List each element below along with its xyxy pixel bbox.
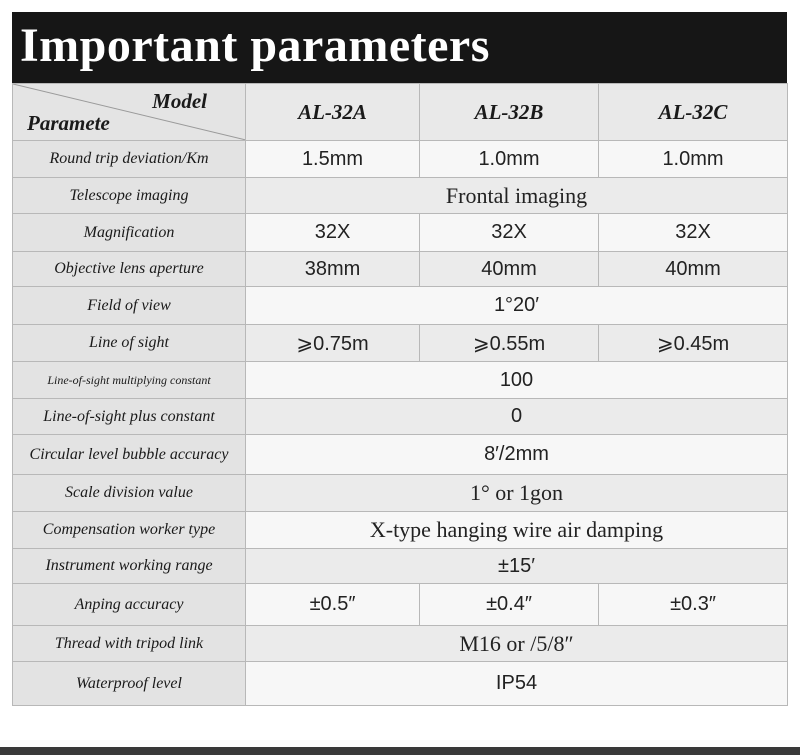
parameter-value: 1.0mm <box>420 141 599 178</box>
table-row <box>13 435 788 475</box>
parameter-value: ⩾0.75m <box>246 325 420 362</box>
model-header: AL-32B <box>420 84 599 141</box>
parameter-value: ⩾0.55m <box>420 325 599 362</box>
parameter-value: 1°20′ <box>246 287 788 325</box>
parameter-value: IP54 <box>246 662 788 706</box>
header-row <box>13 84 788 141</box>
parameter-value: ±0.5″ <box>246 584 420 626</box>
parameter-value: 32X <box>599 214 788 252</box>
parameter-value: 0 <box>246 399 788 435</box>
parameter-label: Waterproof level <box>13 662 246 706</box>
bottom-rule <box>0 747 800 755</box>
table-row <box>13 325 788 362</box>
parameter-label: Scale division value <box>13 475 246 512</box>
parameter-label: Anping accuracy <box>13 584 246 626</box>
page-title: Important parameters <box>20 19 490 72</box>
parameter-label: Circular level bubble accuracy <box>13 435 246 475</box>
table-row <box>13 662 788 706</box>
parameter-value: 8′/2mm <box>246 435 788 475</box>
table-row <box>13 362 788 399</box>
parameter-value: M16 or /5/8″ <box>246 626 788 662</box>
parameter-label: Field of view <box>13 287 246 325</box>
corner-parameter-label: Paramete <box>27 111 110 135</box>
parameter-label: Line of sight <box>13 325 246 362</box>
table-row <box>13 178 788 214</box>
parameter-value: ±0.4″ <box>420 584 599 626</box>
table-row <box>13 512 788 549</box>
parameter-label: Thread with tripod link <box>13 626 246 662</box>
parameter-label: Compensation worker type <box>13 512 246 549</box>
parameter-label: Round trip deviation/Km <box>13 141 246 178</box>
table-row <box>13 475 788 512</box>
table-row <box>13 399 788 435</box>
parameter-value: 100 <box>246 362 788 399</box>
parameter-value: X-type hanging wire air damping <box>246 512 788 549</box>
parameter-label: Line-of-sight plus constant <box>13 399 246 435</box>
table-row <box>13 584 788 626</box>
parameter-value: ±15′ <box>246 549 788 584</box>
parameter-label: Objective lens aperture <box>13 252 246 287</box>
parameter-value: 32X <box>246 214 420 252</box>
parameter-value: ±0.3″ <box>599 584 788 626</box>
model-header: AL-32C <box>599 84 788 141</box>
table-row <box>13 214 788 252</box>
parameter-value: 1.5mm <box>246 141 420 178</box>
table-row <box>13 626 788 662</box>
table-row <box>13 549 788 584</box>
table-row <box>13 141 788 178</box>
parameter-label: Magnification <box>13 214 246 252</box>
parameter-value: Frontal imaging <box>246 178 788 214</box>
table-body <box>13 141 788 706</box>
parameter-value: 1.0mm <box>599 141 788 178</box>
parameter-label: Telescope imaging <box>13 178 246 214</box>
title-banner <box>12 12 787 83</box>
corner-model-label: Model <box>152 89 207 113</box>
parameter-label: Line-of-sight multiplying constant <box>13 362 246 399</box>
parameter-value: 40mm <box>420 252 599 287</box>
parameter-value: 40mm <box>599 252 788 287</box>
table-row <box>13 252 788 287</box>
parameter-value: 38mm <box>246 252 420 287</box>
parameter-value: 32X <box>420 214 599 252</box>
parameters-table <box>12 83 788 706</box>
table-row <box>13 287 788 325</box>
parameter-value: 1° or 1gon <box>246 475 788 512</box>
model-header: AL-32A <box>246 84 420 141</box>
parameter-value: ⩾0.45m <box>599 325 788 362</box>
parameter-label: Instrument working range <box>13 549 246 584</box>
corner-cell <box>13 84 246 141</box>
